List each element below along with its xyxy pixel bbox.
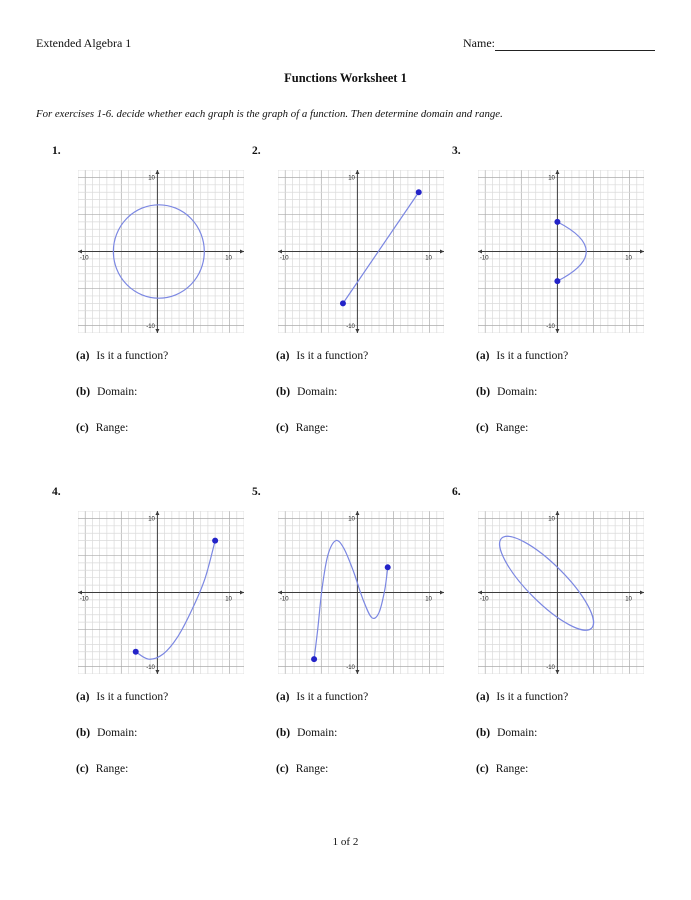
question-c-label: (c) (476, 422, 489, 434)
question-b-text: Domain: (97, 727, 138, 739)
question-c (476, 763, 528, 775)
graph-1-wrap (78, 170, 244, 333)
svg-text:-10: -10 (546, 323, 555, 330)
question-b-text: Domain: (297, 727, 338, 739)
svg-text:10: 10 (625, 255, 632, 262)
svg-text:-10: -10 (479, 596, 489, 603)
name-blank-line (495, 39, 655, 51)
question-c (76, 422, 128, 434)
question-c-text: Range: (495, 422, 529, 434)
svg-text:-10: -10 (146, 664, 155, 671)
question-c-label: (c) (276, 763, 289, 775)
exercise-number: 3. (452, 145, 461, 157)
exercise-6 (445, 481, 650, 811)
question-b-label: (b) (276, 727, 291, 739)
question-a-text: Is it a function? (496, 350, 569, 362)
question-b (76, 386, 137, 398)
question-b-text: Domain: (97, 386, 138, 398)
exercise-number: 6. (452, 486, 461, 498)
question-b-text: Domain: (497, 727, 538, 739)
question-b-label: (b) (76, 727, 91, 739)
question-a-text: Is it a function? (96, 350, 169, 362)
svg-text:10: 10 (225, 255, 232, 262)
question-b-label: (b) (476, 727, 491, 739)
question-a-text: Is it a function? (296, 350, 369, 362)
question-b (476, 727, 537, 739)
svg-text:10: 10 (425, 596, 432, 603)
graph-6-plot (478, 511, 644, 674)
question-b (276, 727, 337, 739)
question-b (76, 727, 137, 739)
svg-text:10: 10 (348, 175, 355, 182)
svg-text:-10: -10 (546, 664, 555, 671)
question-b-text: Domain: (297, 386, 338, 398)
svg-text:10: 10 (148, 516, 155, 523)
question-b (276, 386, 337, 398)
svg-text:-10: -10 (146, 323, 155, 330)
svg-text:-10: -10 (279, 255, 289, 262)
question-a-text: Is it a function? (96, 691, 169, 703)
graph-4-wrap (78, 511, 244, 674)
graph-6-wrap (478, 511, 644, 674)
question-c-label: (c) (76, 763, 89, 775)
exercise-5 (245, 481, 450, 811)
question-b (476, 386, 537, 398)
question-b-label: (b) (476, 386, 491, 398)
graph-3-wrap (478, 170, 644, 333)
svg-text:10: 10 (148, 175, 155, 182)
svg-text:10: 10 (348, 516, 355, 523)
question-b-label: (b) (76, 386, 91, 398)
svg-text:-10: -10 (79, 255, 89, 262)
exercise-number: 5. (252, 486, 261, 498)
page-title: Functions Worksheet 1 (284, 71, 407, 85)
graph-5-wrap (278, 511, 444, 674)
svg-text:10: 10 (625, 596, 632, 603)
svg-text:-10: -10 (479, 255, 489, 262)
exercise-number: 4. (52, 486, 61, 498)
question-b-text: Domain: (497, 386, 538, 398)
course-label: Extended Algebra 1 (36, 36, 132, 50)
name-label: Name: (463, 36, 495, 50)
question-c (276, 422, 328, 434)
question-c (76, 763, 128, 775)
question-a (276, 691, 368, 703)
question-c-text: Range: (295, 422, 329, 434)
graph-1-plot (78, 170, 244, 333)
svg-text:-10: -10 (79, 596, 89, 603)
page-header (36, 36, 655, 51)
svg-text:10: 10 (548, 175, 555, 182)
question-c-text: Range: (495, 763, 529, 775)
question-a-label: (a) (276, 691, 290, 703)
question-a-label: (a) (476, 350, 490, 362)
question-c (276, 763, 328, 775)
exercise-4 (45, 481, 250, 811)
exercise-2 (245, 140, 450, 470)
question-a-text: Is it a function? (496, 691, 569, 703)
graph-4-plot (78, 511, 244, 674)
svg-text:10: 10 (425, 255, 432, 262)
question-c-label: (c) (276, 422, 289, 434)
instructions-text: For exercises 1-6. decide whether each graph is the graph of a function. Then determine domain and range. (36, 108, 503, 120)
svg-text:10: 10 (548, 516, 555, 523)
question-a-label: (a) (76, 691, 90, 703)
question-a-label: (a) (276, 350, 290, 362)
question-c-text: Range: (95, 422, 129, 434)
question-c (476, 422, 528, 434)
graph-2-wrap (278, 170, 444, 333)
question-a (476, 350, 568, 362)
exercise-3 (445, 140, 650, 470)
question-a-text: Is it a function? (296, 691, 369, 703)
question-c-text: Range: (295, 763, 329, 775)
question-a (476, 691, 568, 703)
exercise-1 (45, 140, 250, 470)
name-field (463, 36, 655, 51)
question-c-label: (c) (476, 763, 489, 775)
question-c-text: Range: (95, 763, 129, 775)
exercise-number: 2. (252, 145, 261, 157)
question-a-label: (a) (76, 350, 90, 362)
graph-5-plot (278, 511, 444, 674)
svg-text:-10: -10 (346, 664, 355, 671)
graph-3-plot (478, 170, 644, 333)
svg-text:-10: -10 (346, 323, 355, 330)
exercise-number: 1. (52, 145, 61, 157)
svg-text:-10: -10 (279, 596, 289, 603)
svg-text:10: 10 (225, 596, 232, 603)
question-a (276, 350, 368, 362)
question-a (76, 691, 168, 703)
page-number: 1 of 2 (332, 836, 359, 848)
graph-2-plot (278, 170, 444, 333)
question-a (76, 350, 168, 362)
question-b-label: (b) (276, 386, 291, 398)
question-c-label: (c) (76, 422, 89, 434)
question-a-label: (a) (476, 691, 490, 703)
